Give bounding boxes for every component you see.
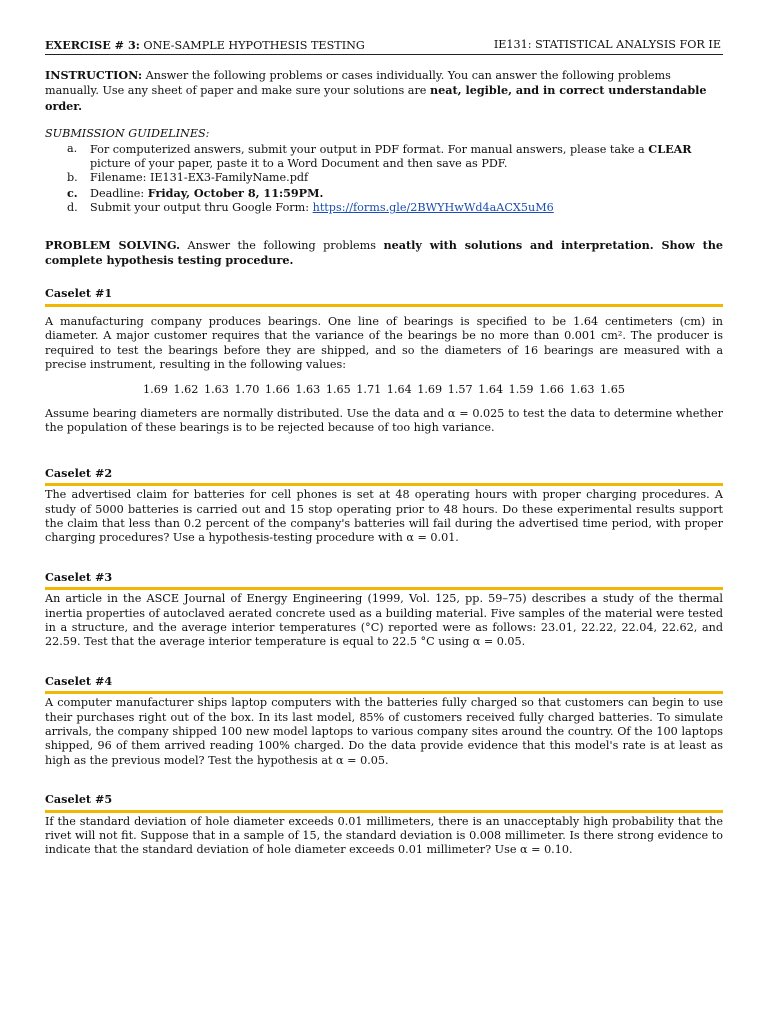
caselet-text: The advertised claim for batteries for cell phones is set at 48 operating hours with proper charging procedures. A study of 5000 batteries is carried out and 15 stop operating prior to 48 hours. Do these experimental results support the claim that less than 0.2 percent of the company's batteries will fail during the advertised time period, with proper charging procedures? Use a hypothesis-testing procedure with α = 0.01.: [45, 488, 723, 545]
guideline-text: picture of your paper, paste it to a Word Document and then save as PDF.: [90, 157, 508, 171]
problem-solving-emphasis: neatly with solutions and interpretation. Show the complete hypothesis testing procedure.: [45, 237, 723, 268]
caselet-title: Caselet #1: [45, 286, 723, 306]
instruction-paragraph: [45, 68, 723, 114]
caselet-4: [45, 674, 723, 768]
caselet-text: An article in the ASCE Journal of Energy Engineering (1999, Vol. 125, pp. 59–75) describes a study of the thermal inertia properties of autoclaved aerated concrete used as a building material. Five samples of the material were tested in a structure, and the average interior temperatures (°C) reported were as follows: 23.01, 22.22, 22.04, 22.62, and 22.59. Test that the average interior temperature is equal to 22.5 °C using α = 0.05.: [45, 592, 723, 649]
caselet-text: If the standard deviation of hole diameter exceeds 0.01 millimeters, there is an unacceptably high probability that the rivet will not fit. Suppose that in a sample of 15, the standard deviation is 0.008 millimeter. Is there strong evidence to indicate that the standard deviation of hole diameter exceeds 0.01 millimeter? Use α = 0.10.: [45, 814, 723, 857]
guideline-item: [45, 142, 723, 172]
caselet-5: [45, 792, 723, 858]
submission-guidelines-title: SUBMISSION GUIDELINES:: [45, 127, 210, 141]
caselet-2: [45, 466, 723, 546]
document-header: [45, 38, 723, 55]
caselet-text: A manufacturing company produces bearings. One line of bearings is specified to be 1.64 centimeters (cm) in diameter. A major customer requires that the variance of the bearings be no more than 0.001 cm². The producer is required to test the bearings before they are shipped, and so the diameters of 16 bearings are measured with a precise instrument, resulting in the following values:: [45, 314, 723, 372]
exercise-label: EXERCISE # 3:: [45, 38, 140, 52]
caselet-title: Caselet #3: [45, 570, 723, 590]
guideline-marker: a.: [67, 141, 78, 155]
instruction-text: Answer the following problems or cases individually. You can answer the following problems manually. Use any sheet of paper and make sure your solutions are: [45, 69, 671, 98]
google-form-link[interactable]: https://forms.gle/2BWYHwWd4aACX5uM6: [312, 201, 554, 215]
caselet-3: [45, 570, 723, 650]
problem-solving-paragraph: [45, 238, 723, 269]
course-title: IE131: STATISTICAL ANALYSIS FOR IE: [493, 38, 721, 51]
guideline-item: [45, 171, 723, 185]
caselet-text: A computer manufacturer ships laptop computers with the batteries fully charged so that customers can begin to use their purchases right out of the box. In its last model, 85% of customers received fully charged batteries. To simulate arrivals, the company shipped 100 new model laptops to various company sites around the country. Of the 100 laptops shipped, 96 of them arrived reading 100% charged. Do the data provide evidence that this model's rate is at least as high as the previous model? Test the hypothesis at α = 0.05.: [45, 696, 723, 767]
document-page: [45, 38, 723, 858]
problem-solving-text: Answer the following problems: [187, 238, 377, 252]
guideline-marker: c.: [67, 185, 78, 200]
instruction-label: INSTRUCTION:: [45, 68, 143, 82]
guideline-marker: d.: [67, 201, 78, 215]
caselet-title: Caselet #2: [45, 466, 723, 486]
exercise-heading: [45, 38, 365, 53]
bearing-diameter-values: 1.69 1.62 1.63 1.70 1.66 1.63 1.65 1.71 1.64 1.69 1.57 1.64 1.59 1.66 1.63 1.65: [143, 382, 625, 396]
caselet-1: [45, 286, 723, 435]
caselet-title: Caselet #4: [45, 674, 723, 694]
guideline-filename: Filename: IE131-EX3-FamilyName.pdf: [90, 171, 309, 185]
exercise-title: ONE-SAMPLE HYPOTHESIS TESTING: [143, 39, 365, 52]
caselet-text-continued: Assume bearing diameters are normally distributed. Use the data and α = 0.025 to test the data to determine whether the population of these bearings is to be rejected because of too high variance.: [45, 406, 723, 435]
guideline-marker: b.: [67, 171, 78, 185]
guideline-text: For computerized answers, submit your output in PDF format. For manual answers, please take a: [90, 142, 645, 156]
deadline-value: Friday, October 8, 11:59PM.: [147, 185, 324, 200]
guideline-item: [45, 201, 723, 215]
guideline-emphasis: CLEAR: [648, 141, 692, 156]
submission-guidelines-list: [45, 142, 723, 216]
instruction-emphasis: neat, legible, and in correct understandable order.: [45, 83, 707, 113]
caselet-title: Caselet #5: [45, 792, 723, 812]
problem-solving-label: PROBLEM SOLVING.: [45, 237, 181, 252]
deadline-label: Deadline:: [90, 186, 145, 200]
guideline-item: [45, 186, 723, 201]
google-form-label: Submit your output thru Google Form:: [90, 201, 310, 215]
